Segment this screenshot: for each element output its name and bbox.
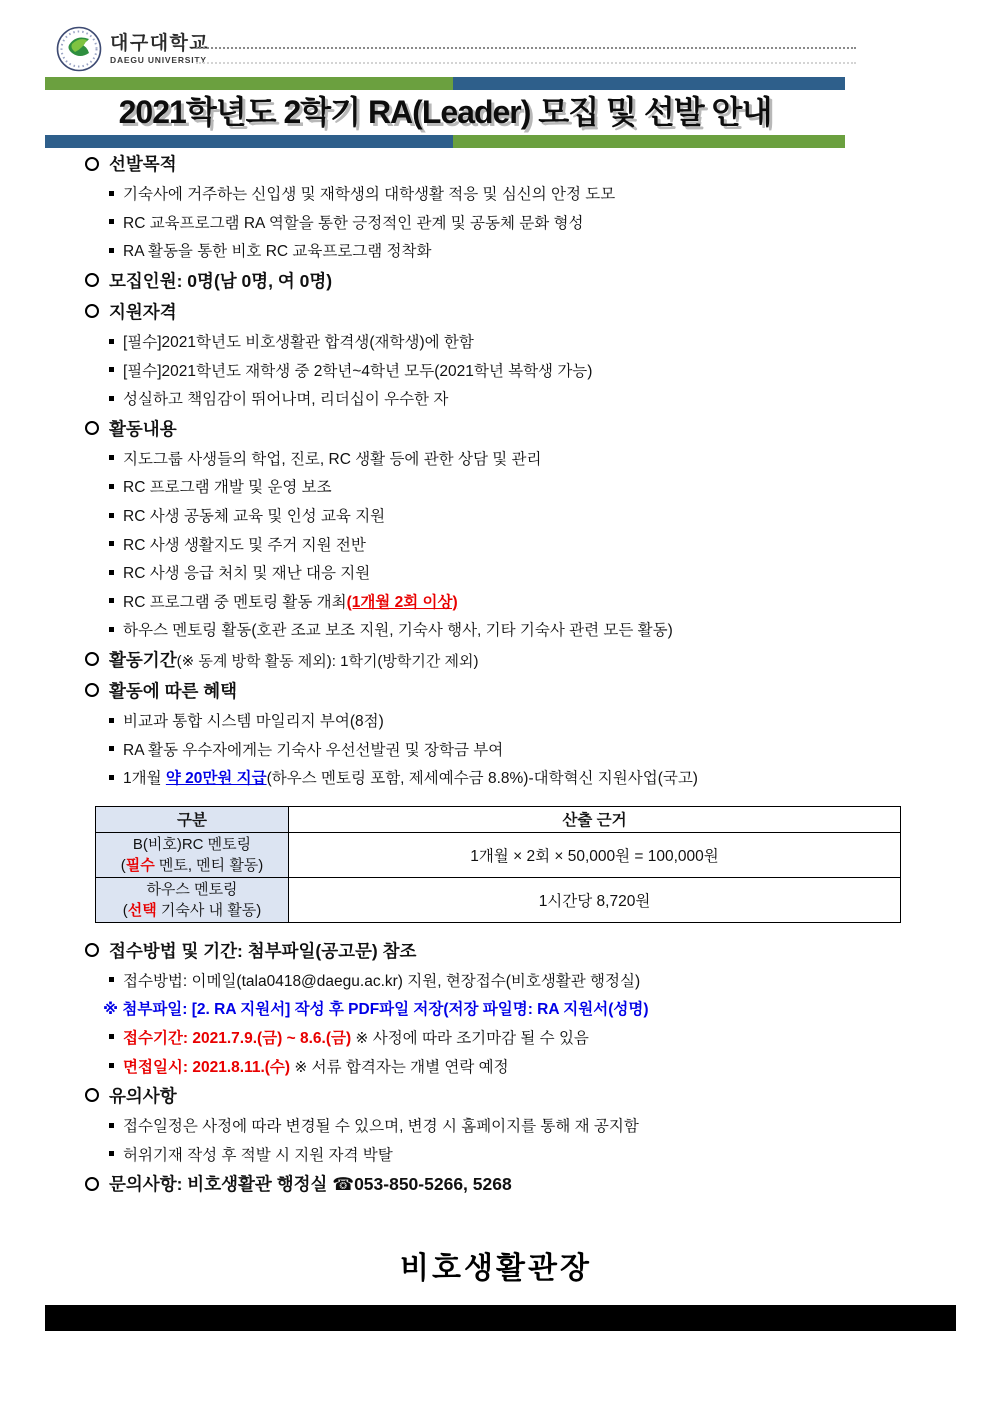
line-text (103, 997, 648, 1019)
table-header-basis: 산출 근거 (289, 806, 901, 832)
line-text (123, 504, 385, 526)
bullet-item (45, 1051, 947, 1080)
line-text (109, 268, 332, 293)
text-segment: (하우스 멘토링 포함, 제세예수금 8.8%)-대학혁신 지원사업(국고) (266, 770, 698, 788)
logo-text (110, 34, 209, 65)
label-text: ( (120, 856, 126, 874)
text-segment: 비교과 통합 시스템 마일리지 부여(8점) (123, 713, 384, 731)
line-text (123, 447, 541, 469)
square-bullet-icon (109, 775, 114, 780)
bullet-item (45, 615, 947, 644)
row-label-line2 (96, 900, 288, 921)
square-bullet-icon (109, 396, 114, 401)
text-segment: 접수방법: 이메일(tala0418@daegu.ac.kr) 지원, 현장접수(비호생활관 행정실) (123, 972, 641, 990)
square-bullet-icon (109, 570, 114, 575)
square-bullet-icon (109, 248, 114, 253)
circle-bullet-icon (85, 1088, 99, 1102)
circle-bullet-icon (85, 1177, 99, 1191)
text-segment: 선발목적 (109, 154, 177, 174)
text-segment: (1개월 2회 이상) (346, 593, 458, 611)
label-red-text: 선택 (127, 901, 157, 919)
square-bullet-icon (109, 455, 114, 460)
header-dotted-rule-2 (196, 62, 856, 64)
label-text: 멘토, 멘티 활동) (154, 856, 264, 874)
university-emblem-icon (56, 26, 102, 72)
table-header-category: 구분 (96, 806, 289, 832)
university-logo (56, 26, 209, 72)
text-segment: 접수일정은 사정에 따라 변경될 수 있으며, 변경 시 홈페이지를 통해 재 공지함 (123, 1118, 639, 1136)
square-bullet-icon (109, 598, 114, 603)
line-text (123, 590, 458, 612)
content-bottom (45, 935, 947, 1200)
square-bullet-icon (109, 1123, 114, 1128)
text-segment: RC 교육프로그램 RA 역할을 통한 긍정적인 관계 및 공동체 문화 형성 (123, 214, 584, 232)
circle-bullet-icon (85, 652, 99, 666)
row-label-line2 (96, 855, 288, 876)
table-cell-value: 1개월 × 2회 × 50,000원 = 100,000원 (289, 832, 901, 877)
square-bullet-icon (109, 484, 114, 489)
bullet-item (45, 1111, 947, 1140)
text-segment: 활동기간 (109, 649, 177, 670)
bullet-item (45, 763, 947, 792)
text-segment: RA 활동 우수자에게는 기숙사 우선선발권 및 장학금 부여 (123, 741, 504, 759)
circle-bullet-icon (85, 943, 99, 957)
text-segment: 모집인원: 0명(남 0명, 여 0명) (109, 270, 333, 291)
text-segment: RC 사생 공동체 교육 및 인성 교육 지원 (123, 508, 386, 526)
line-text (109, 416, 177, 441)
text-segment: 유의사항 (109, 1085, 177, 1106)
page-title: 2021학년도 2학기 RA(Leader) 모집 및 선발 안내 (118, 94, 772, 130)
text-segment: [필수]2021학년도 비호생활관 합격생(재학생)에 한함 (123, 334, 474, 352)
label-red-text: 필수 (125, 856, 155, 874)
line-text (123, 533, 366, 555)
text-segment: RC 사생 생활지도 및 주거 지원 전반 (123, 536, 366, 554)
bullet-item (45, 384, 947, 413)
text-segment: RC 프로그램 개발 및 운영 보조 (123, 479, 332, 497)
square-bullet-icon (109, 1034, 114, 1039)
table-cell-label (96, 832, 289, 877)
section-heading (45, 644, 947, 675)
bullet-item (45, 355, 947, 384)
section-heading (45, 265, 947, 296)
line-text (123, 561, 370, 583)
square-bullet-icon (109, 219, 114, 224)
bullet-item (45, 444, 947, 473)
square-bullet-icon (109, 339, 114, 344)
line-text (123, 1143, 393, 1165)
square-bullet-icon (109, 1063, 114, 1068)
bullet-item (45, 734, 947, 763)
square-bullet-icon (109, 718, 114, 723)
text-segment: (※ 동계 방학 활동 제외): 1학기(방학기간 제외) (176, 652, 479, 670)
line-text (109, 647, 479, 672)
square-bullet-icon (109, 977, 114, 982)
university-name-kr: 대구대학교 (110, 32, 210, 54)
line-text (123, 969, 640, 991)
section-heading (45, 148, 947, 179)
line-text (123, 239, 431, 261)
title-bar-top (45, 77, 845, 90)
text-segment: 1개월 (123, 770, 166, 788)
text-segment: 활동에 따른 혜택 (109, 680, 238, 701)
circle-bullet-icon (85, 421, 99, 435)
section-heading (45, 935, 947, 966)
bullet-item (45, 1023, 947, 1052)
square-bullet-icon (109, 367, 114, 372)
line-text (109, 151, 177, 176)
line-text (109, 1171, 512, 1196)
text-segment: 접수기간: 2021.7.9.(금) ~ 8.6.(금) (123, 1029, 352, 1047)
section-heading (45, 296, 947, 327)
section-heading (45, 675, 947, 706)
bullet-item (45, 529, 947, 558)
text-segment: 면접일시: 2021.8.11.(수) (123, 1058, 291, 1076)
text-segment: ※ 사정에 따라 조기마감 될 수 있음 (351, 1029, 589, 1047)
line-text (109, 938, 416, 963)
bullet-item (45, 966, 947, 995)
label-text: ( (122, 901, 128, 919)
bullet-item (45, 501, 947, 530)
row-label-line1: 하우스 멘토링 (146, 880, 238, 898)
line-text (123, 709, 384, 731)
text-segment: ※ 첨부파일: [2. RA 지원서] 작성 후 PDF파일 저장(저장 파일명: RA 지원서(성명) (103, 1001, 649, 1019)
signature-title: 비호생활관장 (400, 1252, 592, 1286)
line-text (123, 330, 474, 352)
text-segment: 접수방법 및 기간: 첨부파일(공고문) 참조 (109, 940, 417, 961)
line-text (123, 1055, 509, 1077)
table-cell-value: 1시간당 8,720원 (289, 877, 901, 922)
label-text: 기숙사 내 활동) (156, 901, 262, 919)
square-bullet-icon (109, 746, 114, 751)
table-header-row (96, 806, 901, 832)
text-segment: RC 사생 응급 처치 및 재난 대응 지원 (123, 565, 371, 583)
line-text (123, 1114, 639, 1136)
line-text (123, 182, 615, 204)
square-bullet-icon (109, 513, 114, 518)
bullet-item (45, 208, 947, 237)
square-bullet-icon (109, 541, 114, 546)
line-text (109, 678, 237, 703)
university-name-en: DAEGU UNIVERSITY (110, 54, 207, 65)
text-segment: [필수]2021학년도 재학생 중 2학년~4학년 모두(2021학년 복학생 가능) (123, 362, 593, 380)
line-text (123, 1026, 589, 1048)
line-text (109, 1083, 177, 1108)
text-segment: RA 활동을 통한 비호 RC 교육프로그램 정착화 (123, 243, 432, 261)
line-text (123, 738, 503, 760)
line-text (123, 475, 332, 497)
text-segment: 활동내용 (109, 418, 177, 439)
text-segment: RC 프로그램 중 멘토링 활동 개최 (123, 593, 347, 611)
bullet-item (45, 587, 947, 616)
text-segment: 성실하고 책임감이 뛰어나며, 리더십이 우수한 자 (123, 391, 449, 409)
row-label-line1: B(비호)RC 멘토링 (132, 835, 252, 853)
section-heading (45, 413, 947, 444)
pay-table (95, 806, 901, 923)
bullet-item (45, 558, 947, 587)
circle-bullet-icon (85, 683, 99, 697)
section-heading (45, 1168, 947, 1199)
footer-bar (45, 1305, 956, 1331)
bullet-item (45, 706, 947, 735)
line-text (123, 211, 583, 233)
table-row (96, 832, 901, 877)
bullet-item (45, 236, 947, 265)
circle-bullet-icon (85, 273, 99, 287)
section-heading (45, 1080, 947, 1111)
square-bullet-icon (109, 191, 114, 196)
square-bullet-icon (109, 627, 114, 632)
circle-bullet-icon (85, 304, 99, 318)
text-segment: 기숙사에 거주하는 신입생 및 재학생의 대학생활 적응 및 심신의 안정 도모 (123, 186, 616, 204)
table-cell-label (96, 877, 289, 922)
text-segment: ※ 서류 합격자는 개별 연락 예정 (290, 1058, 509, 1076)
line-text (123, 766, 698, 788)
circle-bullet-icon (85, 157, 99, 171)
document-body (45, 148, 947, 1287)
line-text (109, 299, 177, 324)
text-segment: 문의사항: 비호생활관 행정실 ☎053-850-5266, 5268 (109, 1174, 512, 1195)
title-bar-bottom (45, 135, 845, 148)
table-row (96, 877, 901, 922)
line-text (123, 618, 673, 640)
bullet-item (45, 472, 947, 501)
bullet-item (45, 179, 947, 208)
line-text (123, 359, 592, 381)
line-text (123, 387, 448, 409)
text-segment: 지도그룹 사생들의 학업, 진로, RC 생활 등에 관한 상담 및 관리 (123, 450, 542, 468)
bullet-item (45, 327, 947, 356)
text-segment: 허위기재 작성 후 적발 시 지원 자격 박탈 (123, 1146, 393, 1164)
square-bullet-icon (109, 1151, 114, 1156)
text-segment: 약 20만원 지급 (165, 770, 267, 788)
header-dotted-rule-1 (196, 47, 856, 49)
text-segment: 하우스 멘토링 활동(호관 조교 보조 지원, 기숙사 행사, 기타 기숙사 관련 모든 활동) (123, 622, 673, 640)
note-line (45, 994, 947, 1023)
text-segment: 지원자격 (109, 301, 177, 322)
bullet-item (45, 1139, 947, 1168)
content-top (45, 148, 947, 792)
